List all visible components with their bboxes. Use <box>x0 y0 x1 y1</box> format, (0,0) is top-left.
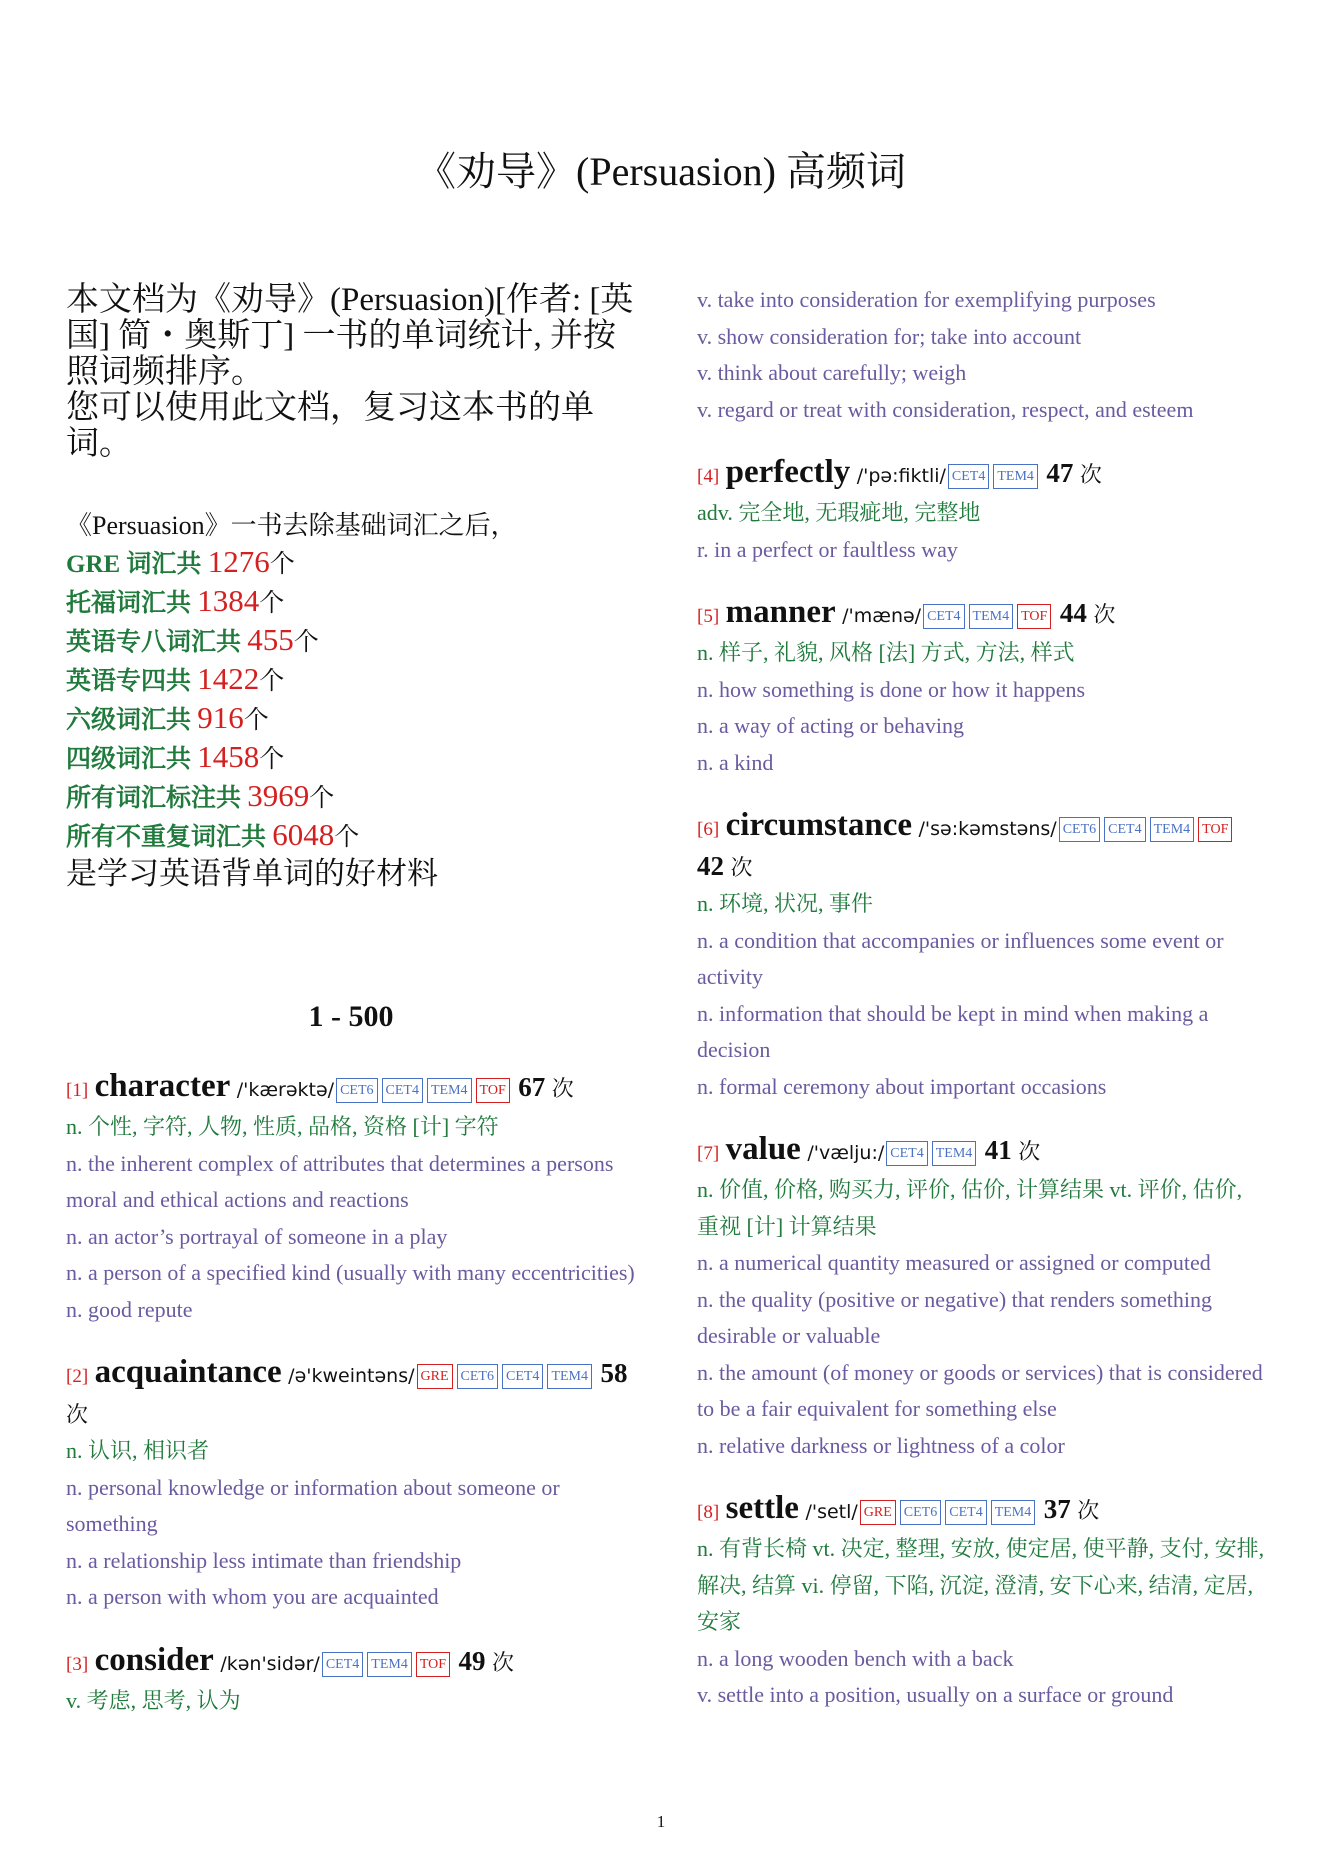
entry-index: [6] <box>697 819 720 840</box>
exam-tag: CET6 <box>336 1078 377 1103</box>
entry-count-unit: 次 <box>730 855 753 880</box>
exam-tag: TEM4 <box>1150 817 1195 842</box>
section-heading: 1 - 500 <box>308 1000 394 1033</box>
definition-line: n. the amount (of money or goods or services) that is considered to be a fair equivalent for something else <box>697 1359 1263 1421</box>
definition-line: n. the quality (positive or negative) that renders something desirable or valuable <box>697 1286 1213 1348</box>
exam-tag: CET4 <box>948 464 989 489</box>
definition-line: n. the inherent complex of attributes that determines a persons moral and ethical actions and reactions <box>66 1150 614 1212</box>
entry-phonetic: /'vælju:/ <box>807 1142 885 1164</box>
entry-word: character <box>94 1068 231 1104</box>
stat-label: 托福词汇共 <box>66 590 198 617</box>
exam-tag: TEM4 <box>427 1078 472 1103</box>
exam-tag: CET4 <box>945 1500 986 1525</box>
exam-tag: CET4 <box>382 1078 423 1103</box>
entry-phonetic: /'mænə/ <box>842 605 922 627</box>
vocab-entry <box>697 594 1267 781</box>
definition-line: n. 认识, 相识者 <box>66 1438 210 1463</box>
stat-unit: 个 <box>334 824 360 851</box>
exam-tag: GRE <box>417 1364 453 1389</box>
exam-tag: TEM4 <box>969 604 1014 629</box>
entry-count: 37 <box>1043 1494 1071 1524</box>
entry-phonetic: /ə'kweintəns/ <box>288 1365 415 1387</box>
stat-number: 916 <box>197 700 244 735</box>
stat-label: 六级词汇共 <box>66 707 198 734</box>
definition-line: r. in a perfect or faultless way <box>697 536 958 562</box>
exam-tag: TOF <box>476 1078 510 1103</box>
entry-header <box>697 454 1267 495</box>
stats-lead: 《Persuasion》一书去除基础词汇之后， <box>66 511 517 540</box>
continued-definitions <box>697 282 1267 428</box>
stat-unit: 个 <box>309 785 335 812</box>
entry-count: 41 <box>984 1135 1012 1165</box>
stat-row <box>66 544 636 583</box>
definition-line: n. a long wooden bench with a back <box>697 1645 1014 1671</box>
stat-label: 四级词汇共 <box>66 746 198 773</box>
entry-word: value <box>725 1131 801 1167</box>
stat-number: 1422 <box>197 661 260 696</box>
exam-tag: TEM4 <box>547 1364 592 1389</box>
stat-row <box>66 778 636 817</box>
stat-label: GRE 词汇共 <box>66 551 208 578</box>
exam-tag: TOF <box>1198 817 1232 842</box>
stat-row <box>66 700 636 739</box>
entry-header <box>66 1642 636 1683</box>
document-title: 《劝导》(Persuasion) 高频词 <box>416 149 906 194</box>
entry-header <box>697 807 1267 886</box>
definition-line: v. settle into a position, usually on a surface or ground <box>697 1682 1174 1707</box>
exam-tag: CET4 <box>923 604 964 629</box>
entry-word: perfectly <box>725 454 851 490</box>
entry-count-unit: 次 <box>1079 462 1102 487</box>
right-entries <box>697 454 1267 1714</box>
stat-row <box>66 739 636 778</box>
stat-number: 1458 <box>197 739 260 774</box>
entry-phonetic: /'sə:kəmstəns/ <box>918 818 1057 840</box>
definition-line: n. a way of acting or behaving <box>697 713 964 738</box>
exam-tag: CET4 <box>1104 817 1145 842</box>
entry-count: 42 <box>697 851 724 881</box>
definition-line: n. formal ceremony about important occasions <box>697 1073 1107 1099</box>
entry-definitions <box>66 1683 636 1720</box>
vocab-entry <box>66 1642 636 1720</box>
vocab-entry <box>66 1354 636 1616</box>
exam-tag: TOF <box>1017 604 1051 629</box>
entry-count-unit: 次 <box>1077 1498 1100 1523</box>
stat-number: 455 <box>247 622 294 657</box>
left-column <box>66 282 636 1745</box>
stat-unit: 个 <box>259 668 285 695</box>
entry-word: circumstance <box>725 807 912 843</box>
intro-line-2: 您可以使用此文档，复习这本书的单词。 <box>66 390 594 462</box>
vocab-entry <box>66 1068 636 1328</box>
entry-word: acquaintance <box>94 1354 282 1390</box>
entry-phonetic: /'kærəktə/ <box>236 1079 335 1101</box>
stat-label: 所有不重复词汇共 <box>66 824 273 851</box>
entry-header <box>697 1131 1267 1172</box>
entry-count-unit: 次 <box>1093 602 1116 627</box>
entry-phonetic: /kən'sidər/ <box>220 1652 320 1675</box>
stat-unit: 个 <box>259 590 285 617</box>
vocab-entry <box>697 1490 1267 1714</box>
definition-line: v. show consideration for; take into account <box>697 323 1082 349</box>
stat-row <box>66 817 636 856</box>
entry-definitions <box>697 495 1267 568</box>
exam-tag: GRE <box>860 1500 896 1525</box>
entry-count-unit: 次 <box>551 1076 574 1101</box>
definition-line: n. 样子, 礼貌, 风格 [法] 方式, 方法, 样式 <box>697 640 1075 665</box>
entry-definitions <box>697 635 1267 781</box>
definition-line: n. 价值, 价格, 购买力, 评价, 估价, 计算结果 vt. 评价, 估价, 重视 [计] 计算结果 <box>697 1177 1243 1239</box>
stat-unit: 个 <box>259 746 285 773</box>
entry-count-unit: 次 <box>66 1402 89 1427</box>
exam-tag: TEM4 <box>993 464 1038 489</box>
stat-label: 英语专四共 <box>66 668 198 695</box>
definition-line: n. personal knowledge or information about someone or something <box>66 1474 560 1536</box>
definition-line: adv. 完全地, 无瑕疵地, 完整地 <box>697 500 981 525</box>
vocab-entry <box>697 1131 1267 1464</box>
definition-line: v. think about carefully; weigh <box>697 360 967 385</box>
stats-rows <box>66 544 636 856</box>
entry-definitions <box>66 1433 636 1616</box>
definition-line: n. good repute <box>66 1296 193 1322</box>
stats-block <box>66 508 636 892</box>
definition-line: v. regard or treat with consideration, respect, and esteem <box>697 396 1194 422</box>
stat-label: 所有词汇标注共 <box>66 785 248 812</box>
exam-tag: TEM4 <box>991 1500 1036 1525</box>
entry-count: 67 <box>518 1072 546 1102</box>
exam-tag: CET6 <box>457 1364 498 1389</box>
entry-word: manner <box>725 594 836 630</box>
entry-definitions <box>697 886 1267 1105</box>
entry-count: 44 <box>1059 598 1087 628</box>
stat-row <box>66 583 636 622</box>
entry-header <box>697 594 1267 635</box>
definition-line: n. information that should be kept in mind when making a decision <box>697 1000 1209 1062</box>
intro-line-1: 本文档为《劝导》(Persuasion)[作者: [英国] 简・奥斯丁] 一书的单词统计, 并按照词频排序。 <box>66 282 634 390</box>
entry-header <box>66 1068 636 1109</box>
definition-line: n. a person of a specified kind (usually with many eccentricities) <box>66 1260 635 1285</box>
entry-count: 49 <box>458 1645 486 1676</box>
exam-tag: CET4 <box>886 1141 927 1166</box>
page-number: 1 <box>656 1812 666 1831</box>
entry-word: consider <box>94 1641 214 1678</box>
entry-index: [5] <box>697 606 720 627</box>
definition-line: n. a kind <box>697 749 774 775</box>
stat-row <box>66 661 636 700</box>
stat-unit: 个 <box>293 629 319 656</box>
entry-index: [4] <box>697 466 720 487</box>
entry-index: [7] <box>697 1143 720 1164</box>
intro-block <box>66 282 636 462</box>
exam-tag: CET6 <box>1059 817 1100 842</box>
stat-label: 英语专八词汇共 <box>66 629 248 656</box>
stat-number: 1276 <box>207 544 270 579</box>
definition-line: n. how something is done or how it happens <box>697 676 1086 702</box>
entry-index: [8] <box>697 1502 720 1523</box>
entry-count: 47 <box>1046 458 1074 488</box>
entry-phonetic: /'setl/ <box>805 1501 858 1523</box>
exam-tag: CET4 <box>322 1652 363 1677</box>
vocab-entry <box>697 807 1267 1105</box>
exam-tag: TEM4 <box>932 1141 977 1166</box>
exam-tag: TOF <box>416 1652 450 1677</box>
right-column <box>697 282 1267 1740</box>
entry-definitions <box>66 1109 636 1328</box>
entry-count-unit: 次 <box>492 1649 515 1675</box>
exam-tag: CET4 <box>502 1364 543 1389</box>
stat-number: 3969 <box>247 778 310 813</box>
stat-number: 6048 <box>272 817 335 852</box>
stat-unit: 个 <box>243 707 269 734</box>
definition-line: n. 个性, 字符, 人物, 性质, 品格, 资格 [计] 字符 <box>66 1114 499 1139</box>
stat-unit: 个 <box>269 551 295 578</box>
stat-number: 1384 <box>197 583 260 618</box>
definition-line: n. relative darkness or lightness of a color <box>697 1432 1065 1458</box>
entry-index: [3] <box>66 1653 89 1675</box>
exam-tag: CET6 <box>900 1500 941 1525</box>
definition-line: n. an actor’s portrayal of someone in a play <box>66 1223 448 1249</box>
left-entries <box>66 1068 636 1719</box>
entry-definitions <box>697 1531 1267 1714</box>
vocab-entry <box>697 454 1267 568</box>
entry-phonetic: /'pə:fiktli/ <box>856 465 946 487</box>
stats-closing: 是学习英语背单词的好材料 <box>66 856 438 891</box>
definition-line: n. 有背长椅 vt. 决定, 整理, 安放, 使定居, 使平静, 支付, 安排, 解决, 结算 vi. 停留, 下陷, 沉淀, 澄清, 安下心来, 结清, 定居, 安家 <box>697 1536 1265 1634</box>
entry-index: [2] <box>66 1366 89 1387</box>
entry-count-unit: 次 <box>1018 1139 1041 1164</box>
definition-line: v. 考虑, 思考, 认为 <box>66 1687 241 1713</box>
entry-header <box>66 1354 636 1433</box>
definition-line: n. 环境, 状况, 事件 <box>697 891 874 916</box>
entry-index: [1] <box>66 1080 89 1101</box>
definition-line: n. a numerical quantity measured or assigned or computed <box>697 1250 1211 1275</box>
exam-tag: TEM4 <box>367 1652 412 1677</box>
definition-line: n. a relationship less intimate than friendship <box>66 1547 462 1573</box>
stat-row <box>66 622 636 661</box>
definition-line: n. a person with whom you are acquainted <box>66 1584 439 1609</box>
entry-header <box>697 1490 1267 1531</box>
entry-definitions <box>697 1172 1267 1464</box>
entry-word: settle <box>725 1490 799 1526</box>
entry-count: 58 <box>600 1358 628 1388</box>
definition-line: n. a condition that accompanies or influences some event or activity <box>697 927 1224 989</box>
definition-line: v. take into consideration for exemplifying purposes <box>697 287 1156 312</box>
